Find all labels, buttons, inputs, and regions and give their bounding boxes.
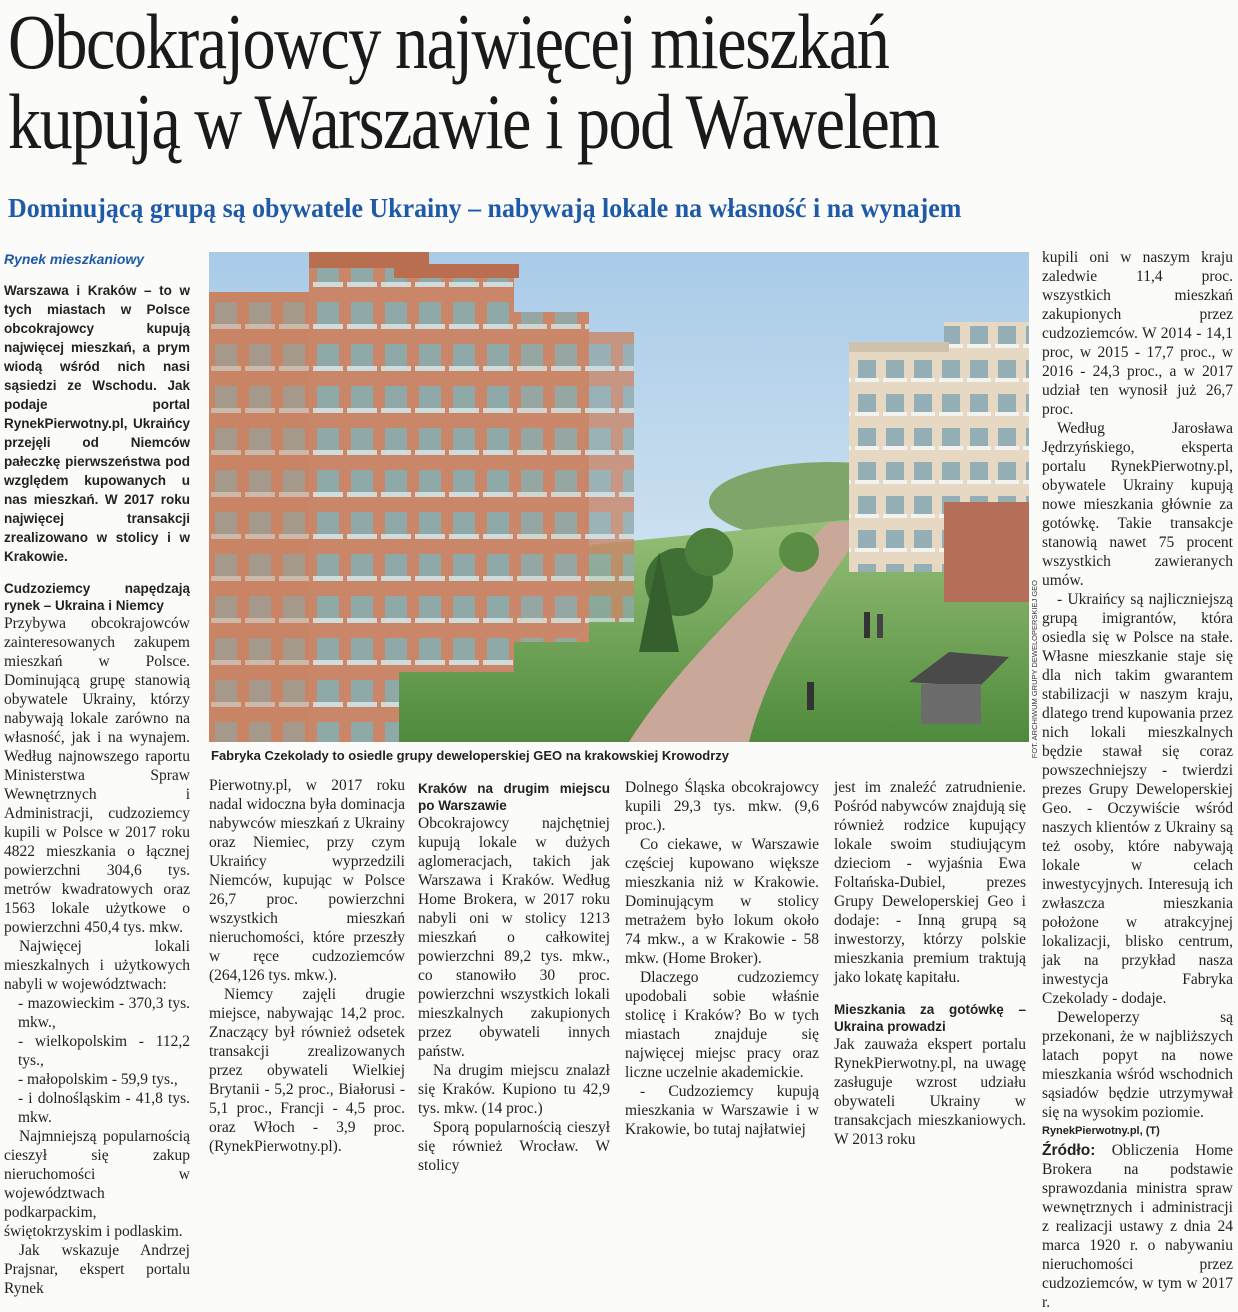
column-5 <box>834 778 1026 1149</box>
paragraph: Przybywa obcokrajowców zainteresowanych zakupem mieszkań w Polsce. Dominującą grupę stanowią obywatele Ukrainy, którzy nabywają lokale zarówno na własność, jak i na wynajem. Według najnowszego raportu Ministerstwa Spraw Wewnętrznych i Administracji, cudzoziemcy kupili w Polsce w 2017 roku 4822 mieszkania o łącznej powierzchni 304,6 tys. metrów kwadratowych oraz 1563 lokale użytkowe o powierzchni 450,4 tys. mkw. <box>4 615 190 936</box>
headline-line-1: Obcokrajowcy najwięcej mieszkań <box>8 0 889 85</box>
paragraph: Jak wskazuje Andrzej Prajsnar, ekspert portalu Rynek <box>4 1242 190 1297</box>
headline <box>8 0 1049 165</box>
paragraph: Dlaczego cudzoziemcy upodobali sobie właśnie stolicę i Kraków? Bo w tych miastach znajduje się najwięcej miejsc pracy oraz liczne uczelnie akademickie. <box>625 969 819 1081</box>
paragraph: Deweloperzy są przekonani, że w najbliższych latach popyt na nowe mieszkania wśród wschodnich sąsiadów będzie utrzymywał się na wysokim poziomie. <box>1042 1009 1233 1121</box>
source-note <box>1042 1141 1233 1312</box>
housing-estate-illustration <box>209 252 1029 742</box>
list-item: - i dolnośląskim - 41,8 tys. mkw. <box>18 1090 190 1126</box>
headline-line-2: kupują w Warszawie i pod Wawelem <box>8 78 939 165</box>
paragraph: Jak zauważa ekspert portalu RynekPierwotny.pl, na uwagę zasługuje wzrost udziału obywateli Ukrainy w transakcjach mieszkaniowych. W 2013 roku <box>834 1036 1026 1148</box>
column-3 <box>418 780 610 1175</box>
photo-caption: Fabryka Czekolady to osiedle grupy deweloperskiej GEO na krakowskiej Krowodrzy <box>211 748 730 763</box>
subheadline: Dominującą grupą są obywatele Ukrainy – nabywają lokale na własność i na wynajem <box>8 193 962 223</box>
paragraph: Według Jarosława Jędrzyńskiego, eksperta portalu RynekPierwotny.pl, obywatele Ukrainy kupują nowe mieszkania głównie za gotówkę. Takie transakcje stanowią nawet 75 procent wszystkich zawieranych umów. <box>1042 420 1233 589</box>
lead-paragraph: Warszawa i Kraków – to w tych miastach w Polsce obcokrajowcy kupują najwięcej mieszkań, a prym wiodą wśród nich nasi sąsiedzi ze Wschodu. Jak podaje portal RynekPierwotny.pl, Ukraińcy przejęli od Niemców pałeczkę pierwszeństwa pod względem kupowanych u nas mieszkań. W 2017 roku najwięcej transakcji zrealizowano w stolicy i w Krakowie. <box>4 283 190 564</box>
paragraph: Sporą popularnością cieszył się również Wrocław. W stolicy <box>418 1119 610 1174</box>
section-title-2: Kraków na drugim miejscu po Warszawie <box>418 781 610 813</box>
column-1 <box>4 250 190 1298</box>
paragraph: - Ukraińcy są najliczniejszą grupą imigrantów, która osiedla się w Polsce na stałe. Własne mieszkanie staje się dla nich takim gwarantem stabilizacji w naszym kraju, dlatego trend kupowania przez nich lokali mieszkalnych będzie stawał się coraz powszechniejszy - twierdzi prezes Grupy Deweloperskiej Geo. - Oczywiście wśród naszych klientów z Ukrainy są też osoby, które nabywają lokale w celach inwestycyjnych. Interesują ich zwłaszcza mieszkania położone w atrakcyjnej lokalizacji, blisko centrum, jak na przykład nasza inwestycja Fabryka Czekolady - dodaje. <box>1042 591 1233 1007</box>
section-title-1: Cudzoziemcy napędzają rynek – Ukraina i Niemcy <box>4 581 190 613</box>
paragraph: Na drugim miejscu znalazł się Kraków. Kupiono tu 42,9 tys. mkw. (14 proc.) <box>418 1062 610 1117</box>
article-photo <box>209 252 1029 742</box>
paragraph: Najwięcej lokali mieszkalnych i użytkowych nabyli w województwach: <box>4 938 190 993</box>
column-4 <box>625 778 819 1139</box>
list-item: - wielkopolskim - 112,2 tys., <box>18 1033 190 1069</box>
paragraph: - Cudzoziemcy kupują mieszkania w Warszawie i w Krakowie, bo tutaj najłatwiej <box>625 1083 819 1138</box>
paragraph: Najmniejszą popularnością cieszył się zakup nieruchomości w województwach podkarpackim, świętokrzyskim i podlaskim. <box>4 1128 190 1240</box>
photo-credit: FOT. ARCHIWUM GRUPY DEWELOPERSKIEJ GEO <box>1030 580 1039 759</box>
list-item: - mazowieckim - 370,3 tys. mkw., <box>18 995 190 1031</box>
paragraph: Co ciekawe, w Warszawie częściej kupowano większe mieszkania niż w Krakowie. Dominującym w stolicy metrażem było lokum około 74 mkw., a w Krakowie - 58 mkw. (Home Broker). <box>625 836 819 967</box>
byline: RynekPierwotny.pl, (T) <box>1042 1125 1160 1137</box>
paragraph: Dolnego Śląska obcokrajowcy kupili 29,3 tys. mkw. (9,6 proc.). <box>625 779 819 834</box>
paragraph: Pierwotny.pl, w 2017 roku nadal widoczna była dominacja nabywców mieszkań z Ukrainy oraz Niemiec, przy czym Ukraińcy wyprzedzili Niemców, kupując w Polsce 26,7 proc. powierzchni wszystkich mieszkań nieruchomości, które przeszły w ręce cudzoziemców (264,126 tys. mkw.). <box>209 777 405 984</box>
source-label: Źródło: <box>1042 1142 1096 1159</box>
list-item: - małopolskim - 59,9 tys., <box>18 1071 178 1088</box>
paragraph: kupili oni w naszym kraju zaledwie 11,4 proc. wszystkich mieszkań zakupionych przez cudzoziemców. W 2014 - 14,1 proc, w 2015 - 17,7 proc., w 2016 - 24,3 proc., a w 2017 udział ten wynosił już 26,7 proc. <box>1042 249 1233 418</box>
paragraph: jest im znaleźć zatrudnienie. Pośród nabywców znajdują się również rodzice kupujący lokale swoim studiującym dzieciom - wyjaśnia Ewa Foltańska-Dubiel, prezes Grupy Deweloperskiej Geo i dodaje: - Inną grupą są inwestorzy, którzy polskie mieszkania premium traktują jako lokatę kapitału. <box>834 779 1026 986</box>
paragraph: Niemcy zajęli drugie miejsce, nabywając 14,2 proc. Znaczący był również odsetek transakcji zrealizowanych przez obywateli Wielkiej Brytanii - 5,2 proc., Białorusi - 5,1 proc., Francji - 4,5 proc. oraz Włoch - 3,9 proc. (RynekPierwotny.pl). <box>209 986 405 1155</box>
section-title-3: Mieszkania za gotówkę – Ukraina prowadzi <box>834 1002 1026 1034</box>
paragraph: Obcokrajowcy najchętniej kupują lokale w dużych aglomeracjach, takich jak Warszawa i Kraków. Według Home Brokera, w 2017 roku nabyli oni w stolicy 1213 mieszkań o całkowitej powierzchni 89,2 tys. mkw., co stanowiło 30 proc. powierzchni wszystkich lokali mieszkalnych zakupionych przez obywateli innych państw. <box>418 815 610 1060</box>
source-text: Obliczenia Home Brokera na podstawie sprawozdania ministra spraw wewnętrznych i administracji z realizacji ustawy z dnia 24 marca 1920 r. o nabywaniu nieruchomości przez cudzoziemców, w tym w 2017 r. <box>1042 1142 1234 1311</box>
column-6 <box>1042 248 1233 1312</box>
column-2 <box>209 776 405 1156</box>
rubric-label: Rynek mieszkaniowy <box>4 251 145 267</box>
